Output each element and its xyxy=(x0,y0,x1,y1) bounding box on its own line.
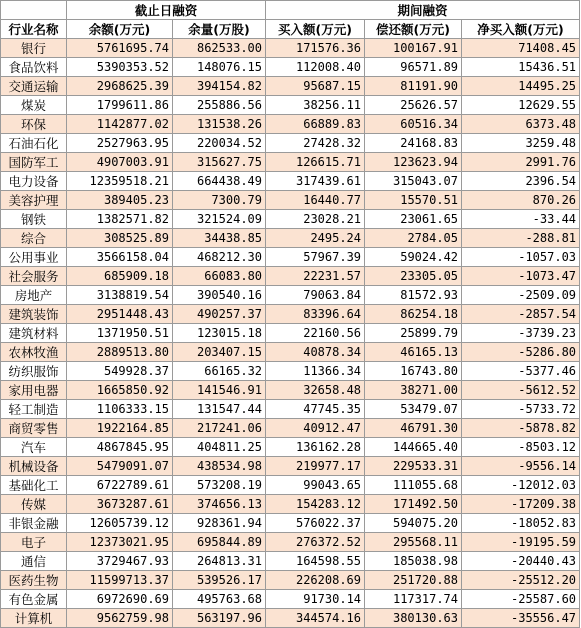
net-buy-cell: -12012.03 xyxy=(462,476,580,495)
industry-cell: 交通运输 xyxy=(1,77,67,96)
balance-cell: 3566158.04 xyxy=(67,248,173,267)
balance-cell: 1106333.15 xyxy=(67,400,173,419)
industry-cell: 食品饮料 xyxy=(1,58,67,77)
balance-cell: 12605739.12 xyxy=(67,514,173,533)
repay-cell: 53479.07 xyxy=(365,400,462,419)
balance-cell: 1922164.85 xyxy=(67,419,173,438)
repay-cell: 23061.65 xyxy=(365,210,462,229)
repay-cell: 59024.42 xyxy=(365,248,462,267)
industry-cell: 纺织服饰 xyxy=(1,362,67,381)
volume-cell: 141546.91 xyxy=(173,381,266,400)
balance-cell: 12373021.95 xyxy=(67,533,173,552)
balance-cell: 1142877.02 xyxy=(67,115,173,134)
volume-cell: 539526.17 xyxy=(173,571,266,590)
net-buy-cell: -2509.09 xyxy=(462,286,580,305)
repay-cell: 185038.98 xyxy=(365,552,462,571)
table-row xyxy=(1,438,580,457)
volume-cell: 563197.96 xyxy=(173,609,266,628)
buy-cell: 171576.36 xyxy=(266,39,365,58)
column-header-row xyxy=(1,20,580,39)
industry-cell: 轻工制造 xyxy=(1,400,67,419)
net-buy-cell: -5878.82 xyxy=(462,419,580,438)
industry-cell: 非银金融 xyxy=(1,514,67,533)
industry-cell: 建筑材料 xyxy=(1,324,67,343)
industry-cell: 银行 xyxy=(1,39,67,58)
table-row xyxy=(1,381,580,400)
industry-cell: 有色金属 xyxy=(1,590,67,609)
repay-cell: 81191.90 xyxy=(365,77,462,96)
volume-cell: 390540.16 xyxy=(173,286,266,305)
column-header-industry: 行业名称 xyxy=(1,20,67,39)
table-row xyxy=(1,39,580,58)
balance-cell: 3673287.61 xyxy=(67,495,173,514)
buy-cell: 99043.65 xyxy=(266,476,365,495)
buy-cell: 112008.40 xyxy=(266,58,365,77)
volume-cell: 131547.44 xyxy=(173,400,266,419)
balance-cell: 2527963.95 xyxy=(67,134,173,153)
net-buy-cell: 870.26 xyxy=(462,191,580,210)
buy-cell: 57967.39 xyxy=(266,248,365,267)
group-header-balance: 截止日融资 xyxy=(67,1,266,20)
buy-cell: 83396.64 xyxy=(266,305,365,324)
table-row xyxy=(1,552,580,571)
industry-cell: 房地产 xyxy=(1,286,67,305)
industry-cell: 机械设备 xyxy=(1,457,67,476)
repay-cell: 15570.51 xyxy=(365,191,462,210)
balance-cell: 5479091.07 xyxy=(67,457,173,476)
volume-cell: 255886.56 xyxy=(173,96,266,115)
net-buy-cell: 3259.48 xyxy=(462,134,580,153)
table-row xyxy=(1,343,580,362)
net-buy-cell: -1073.47 xyxy=(462,267,580,286)
buy-cell: 91730.14 xyxy=(266,590,365,609)
buy-cell: 2495.24 xyxy=(266,229,365,248)
industry-cell: 通信 xyxy=(1,552,67,571)
repay-cell: 2784.05 xyxy=(365,229,462,248)
table-row xyxy=(1,286,580,305)
net-buy-cell: -3739.23 xyxy=(462,324,580,343)
buy-cell: 22160.56 xyxy=(266,324,365,343)
balance-cell: 3729467.93 xyxy=(67,552,173,571)
repay-cell: 380130.63 xyxy=(365,609,462,628)
volume-cell: 66083.80 xyxy=(173,267,266,286)
industry-cell: 农林牧渔 xyxy=(1,343,67,362)
net-buy-cell: -5612.52 xyxy=(462,381,580,400)
table-row xyxy=(1,590,580,609)
repay-cell: 86254.18 xyxy=(365,305,462,324)
balance-cell: 11599713.37 xyxy=(67,571,173,590)
table-row xyxy=(1,324,580,343)
volume-cell: 321524.09 xyxy=(173,210,266,229)
repay-cell: 111055.68 xyxy=(365,476,462,495)
industry-cell: 商贸零售 xyxy=(1,419,67,438)
net-buy-cell: 14495.25 xyxy=(462,77,580,96)
net-buy-cell: -2857.54 xyxy=(462,305,580,324)
volume-cell: 217241.06 xyxy=(173,419,266,438)
balance-cell: 389405.23 xyxy=(67,191,173,210)
buy-cell: 226208.69 xyxy=(266,571,365,590)
buy-cell: 16440.77 xyxy=(266,191,365,210)
volume-cell: 66165.32 xyxy=(173,362,266,381)
volume-cell: 438534.98 xyxy=(173,457,266,476)
net-buy-cell: -35556.47 xyxy=(462,609,580,628)
buy-cell: 219977.17 xyxy=(266,457,365,476)
buy-cell: 23028.21 xyxy=(266,210,365,229)
net-buy-cell: 12629.55 xyxy=(462,96,580,115)
table-row xyxy=(1,191,580,210)
volume-cell: 394154.82 xyxy=(173,77,266,96)
repay-cell: 295568.11 xyxy=(365,533,462,552)
table-row xyxy=(1,476,580,495)
volume-cell: 495763.68 xyxy=(173,590,266,609)
table-row xyxy=(1,248,580,267)
repay-cell: 144665.40 xyxy=(365,438,462,457)
table-row xyxy=(1,419,580,438)
table-row xyxy=(1,58,580,77)
net-buy-cell: -5286.80 xyxy=(462,343,580,362)
buy-cell: 576022.37 xyxy=(266,514,365,533)
balance-cell: 2889513.80 xyxy=(67,343,173,362)
volume-cell: 203407.15 xyxy=(173,343,266,362)
buy-cell: 66889.83 xyxy=(266,115,365,134)
table-row xyxy=(1,153,580,172)
volume-cell: 131538.26 xyxy=(173,115,266,134)
balance-cell: 12359518.21 xyxy=(67,172,173,191)
buy-cell: 79063.84 xyxy=(266,286,365,305)
table-row xyxy=(1,210,580,229)
industry-cell: 建筑装饰 xyxy=(1,305,67,324)
volume-cell: 264813.31 xyxy=(173,552,266,571)
balance-cell: 9562759.98 xyxy=(67,609,173,628)
group-header-period: 期间融资 xyxy=(266,1,580,20)
group-header-row xyxy=(1,1,580,20)
net-buy-cell: -25512.20 xyxy=(462,571,580,590)
column-header-balance: 余额(万元) xyxy=(67,20,173,39)
volume-cell: 404811.25 xyxy=(173,438,266,457)
repay-cell: 16743.80 xyxy=(365,362,462,381)
net-buy-cell: -9556.14 xyxy=(462,457,580,476)
industry-cell: 石油石化 xyxy=(1,134,67,153)
volume-cell: 490257.37 xyxy=(173,305,266,324)
buy-cell: 344574.16 xyxy=(266,609,365,628)
industry-cell: 基础化工 xyxy=(1,476,67,495)
balance-cell: 1799611.86 xyxy=(67,96,173,115)
net-buy-cell: -17209.38 xyxy=(462,495,580,514)
balance-cell: 6722789.61 xyxy=(67,476,173,495)
table-row xyxy=(1,400,580,419)
net-buy-cell: -19195.59 xyxy=(462,533,580,552)
net-buy-cell: -5733.72 xyxy=(462,400,580,419)
volume-cell: 468212.30 xyxy=(173,248,266,267)
industry-cell: 钢铁 xyxy=(1,210,67,229)
buy-cell: 11366.34 xyxy=(266,362,365,381)
buy-cell: 22231.57 xyxy=(266,267,365,286)
net-buy-cell: 15436.51 xyxy=(462,58,580,77)
net-buy-cell: -288.81 xyxy=(462,229,580,248)
buy-cell: 154283.12 xyxy=(266,495,365,514)
balance-cell: 5761695.74 xyxy=(67,39,173,58)
table-row xyxy=(1,96,580,115)
industry-cell: 汽车 xyxy=(1,438,67,457)
table-row xyxy=(1,495,580,514)
repay-cell: 46165.13 xyxy=(365,343,462,362)
industry-cell: 传媒 xyxy=(1,495,67,514)
volume-cell: 315627.75 xyxy=(173,153,266,172)
industry-cell: 综合 xyxy=(1,229,67,248)
balance-cell: 1371950.51 xyxy=(67,324,173,343)
table-row xyxy=(1,533,580,552)
column-header-repay: 偿还额(万元) xyxy=(365,20,462,39)
buy-cell: 164598.55 xyxy=(266,552,365,571)
repay-cell: 25899.79 xyxy=(365,324,462,343)
net-buy-cell: -20440.43 xyxy=(462,552,580,571)
column-header-volume: 余量(万股) xyxy=(173,20,266,39)
table-row xyxy=(1,609,580,628)
industry-cell: 国防军工 xyxy=(1,153,67,172)
buy-cell: 27428.32 xyxy=(266,134,365,153)
balance-cell: 5390353.52 xyxy=(67,58,173,77)
net-buy-cell: -8503.12 xyxy=(462,438,580,457)
industry-cell: 社会服务 xyxy=(1,267,67,286)
repay-cell: 24168.83 xyxy=(365,134,462,153)
volume-cell: 695844.89 xyxy=(173,533,266,552)
buy-cell: 38256.11 xyxy=(266,96,365,115)
net-buy-cell: 2396.54 xyxy=(462,172,580,191)
repay-cell: 251720.88 xyxy=(365,571,462,590)
balance-cell: 4867845.95 xyxy=(67,438,173,457)
volume-cell: 862533.00 xyxy=(173,39,266,58)
buy-cell: 276372.52 xyxy=(266,533,365,552)
volume-cell: 220034.52 xyxy=(173,134,266,153)
repay-cell: 25626.57 xyxy=(365,96,462,115)
table-body xyxy=(1,39,580,628)
industry-cell: 医药生物 xyxy=(1,571,67,590)
column-header-buy: 买入额(万元) xyxy=(266,20,365,39)
buy-cell: 317439.61 xyxy=(266,172,365,191)
table-row xyxy=(1,514,580,533)
buy-cell: 40912.47 xyxy=(266,419,365,438)
industry-cell: 环保 xyxy=(1,115,67,134)
volume-cell: 123015.18 xyxy=(173,324,266,343)
table-row xyxy=(1,305,580,324)
net-buy-cell: -33.44 xyxy=(462,210,580,229)
net-buy-cell: -18052.83 xyxy=(462,514,580,533)
buy-cell: 95687.15 xyxy=(266,77,365,96)
volume-cell: 34438.85 xyxy=(173,229,266,248)
industry-cell: 美容护理 xyxy=(1,191,67,210)
volume-cell: 664438.49 xyxy=(173,172,266,191)
industry-cell: 煤炭 xyxy=(1,96,67,115)
balance-cell: 2951448.43 xyxy=(67,305,173,324)
net-buy-cell: -1057.03 xyxy=(462,248,580,267)
balance-cell: 549928.37 xyxy=(67,362,173,381)
volume-cell: 573208.19 xyxy=(173,476,266,495)
volume-cell: 928361.94 xyxy=(173,514,266,533)
repay-cell: 229533.31 xyxy=(365,457,462,476)
repay-cell: 117317.74 xyxy=(365,590,462,609)
balance-cell: 3138819.54 xyxy=(67,286,173,305)
table-row xyxy=(1,172,580,191)
repay-cell: 171492.50 xyxy=(365,495,462,514)
buy-cell: 126615.71 xyxy=(266,153,365,172)
table-row xyxy=(1,229,580,248)
net-buy-cell: 6373.48 xyxy=(462,115,580,134)
balance-cell: 1665850.92 xyxy=(67,381,173,400)
industry-cell: 计算机 xyxy=(1,609,67,628)
repay-cell: 23305.05 xyxy=(365,267,462,286)
industry-cell: 家用电器 xyxy=(1,381,67,400)
buy-cell: 136162.28 xyxy=(266,438,365,457)
repay-cell: 38271.00 xyxy=(365,381,462,400)
net-buy-cell: -5377.46 xyxy=(462,362,580,381)
table-row xyxy=(1,362,580,381)
industry-cell: 电子 xyxy=(1,533,67,552)
industry-cell: 公用事业 xyxy=(1,248,67,267)
table-row xyxy=(1,77,580,96)
table-row xyxy=(1,457,580,476)
net-buy-cell: 2991.76 xyxy=(462,153,580,172)
balance-cell: 4907003.91 xyxy=(67,153,173,172)
repay-cell: 594075.20 xyxy=(365,514,462,533)
balance-cell: 308525.89 xyxy=(67,229,173,248)
repay-cell: 96571.89 xyxy=(365,58,462,77)
buy-cell: 32658.48 xyxy=(266,381,365,400)
balance-cell: 6972690.69 xyxy=(67,590,173,609)
repay-cell: 46791.30 xyxy=(365,419,462,438)
repay-cell: 60516.34 xyxy=(365,115,462,134)
industry-cell: 电力设备 xyxy=(1,172,67,191)
repay-cell: 100167.91 xyxy=(365,39,462,58)
repay-cell: 81572.93 xyxy=(365,286,462,305)
volume-cell: 148076.15 xyxy=(173,58,266,77)
column-header-net-buy: 净买入额(万元) xyxy=(462,20,580,39)
volume-cell: 7300.79 xyxy=(173,191,266,210)
table-row xyxy=(1,115,580,134)
buy-cell: 47745.35 xyxy=(266,400,365,419)
net-buy-cell: 71408.45 xyxy=(462,39,580,58)
balance-cell: 685909.18 xyxy=(67,267,173,286)
volume-cell: 374656.13 xyxy=(173,495,266,514)
repay-cell: 315043.07 xyxy=(365,172,462,191)
repay-cell: 123623.94 xyxy=(365,153,462,172)
group-header-blank xyxy=(1,1,67,20)
balance-cell: 2968625.39 xyxy=(67,77,173,96)
table-row xyxy=(1,267,580,286)
table-row xyxy=(1,571,580,590)
table-row xyxy=(1,134,580,153)
net-buy-cell: -25587.60 xyxy=(462,590,580,609)
balance-cell: 1382571.82 xyxy=(67,210,173,229)
buy-cell: 40878.34 xyxy=(266,343,365,362)
